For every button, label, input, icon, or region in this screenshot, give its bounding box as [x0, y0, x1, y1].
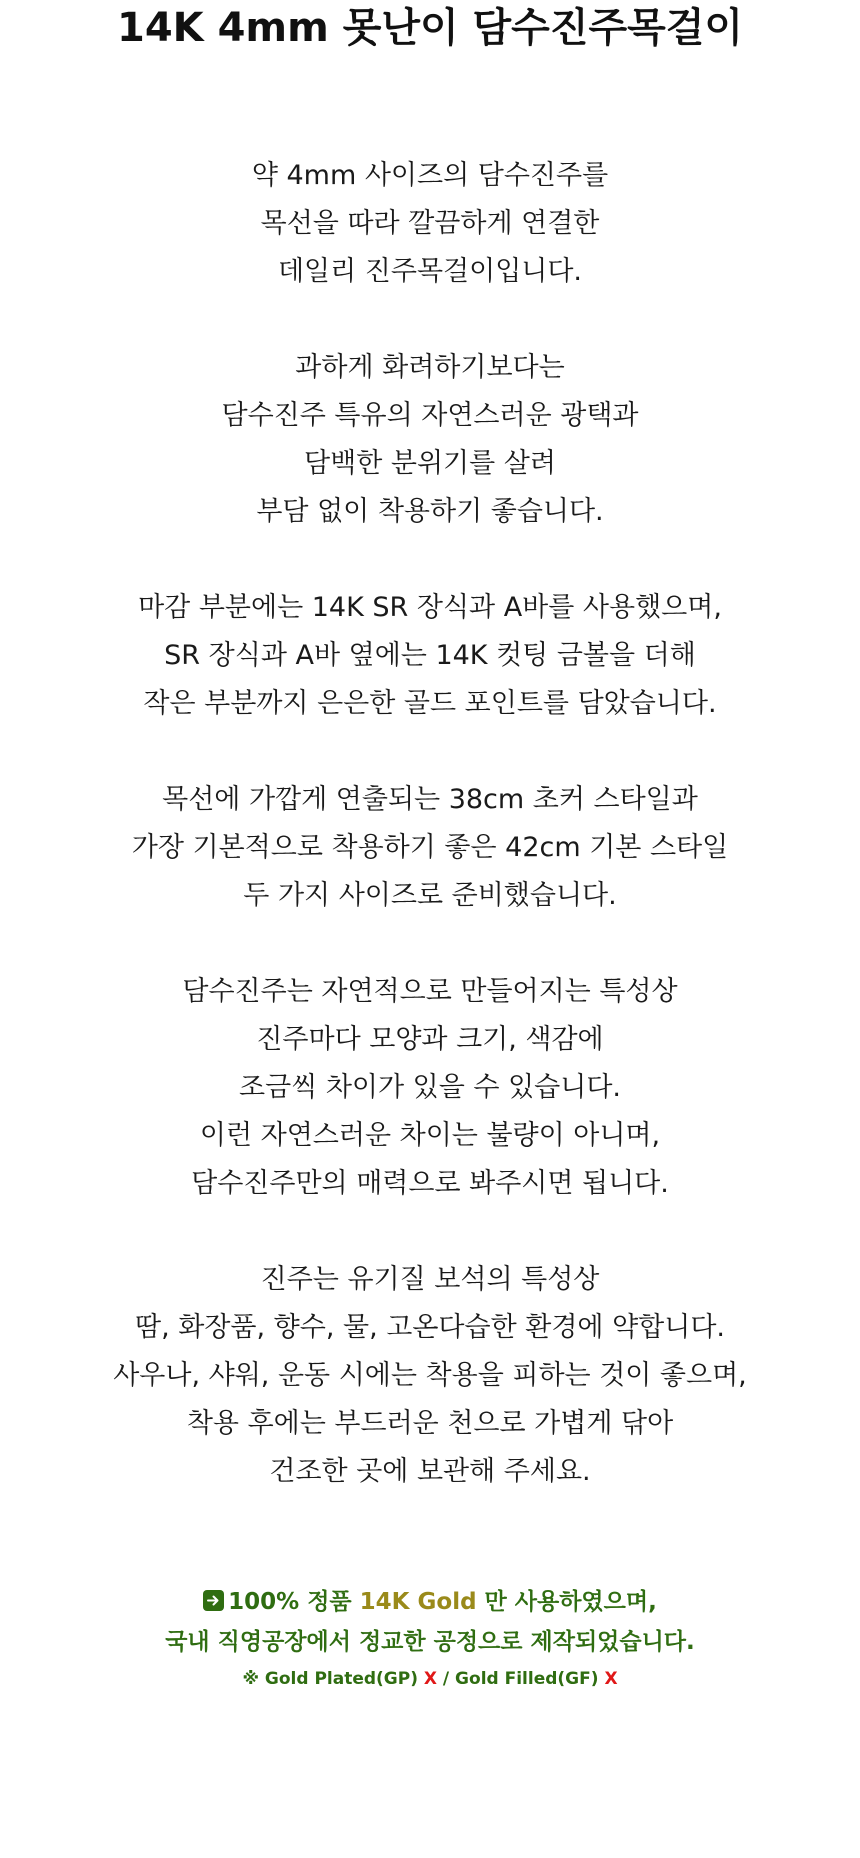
description-line: 두 가지 사이즈로 준비했습니다. [243, 880, 617, 911]
description-line: 조금씩 차이가 있을 수 있습니다. [239, 1072, 621, 1103]
description-line: 과하게 화려하기보다는 [295, 352, 565, 383]
description-line: 이런 자연스러운 차이는 불량이 아니며, [199, 1120, 661, 1151]
notice-line-2: 국내 직영공장에서 정교한 공정으로 제작되었습니다. [165, 1629, 695, 1655]
description-line: 목선에 가깝게 연출되는 38cm 초커 스타일과 [162, 784, 698, 815]
page-title: 14K 4mm 못난이 담수진주목걸이 [116, 5, 744, 51]
notice-line-1 [0, 1582, 860, 1622]
description-paragraph [0, 776, 860, 920]
description-line: 목선을 따라 깔끔하게 연결한 [260, 208, 600, 239]
description-line: 약 4mm 사이즈의 담수진주를 [251, 160, 609, 191]
description-line: SR 장식과 A바 옆에는 14K 컷팅 금볼을 더해 [164, 640, 696, 671]
description-line: 마감 부분에는 14K SR 장식과 A바를 사용했으며, [138, 592, 722, 623]
authenticity-notice [0, 1582, 860, 1694]
description-paragraph [0, 1256, 860, 1496]
description-line: 데일리 진주목걸이입니다. [277, 256, 583, 287]
notice-gf-label: / Gold Filled(GF) [437, 1669, 605, 1689]
description-line: 착용 후에는 부드러운 천으로 가볍게 닦아 [186, 1408, 674, 1439]
description-line: 담수진주 특유의 자연스러운 광택과 [221, 400, 639, 431]
product-description [0, 152, 860, 1544]
notice-gp-label: ※ Gold Plated(GP) [242, 1669, 424, 1689]
notice-gold-text: 14K Gold [359, 1589, 477, 1615]
description-paragraph [0, 968, 860, 1208]
description-line: 건조한 곳에 보관해 주세요. [269, 1456, 591, 1487]
description-line: 땀, 화장품, 향수, 물, 고온다습한 환경에 약합니다. [135, 1312, 725, 1343]
notice-line-1-suffix: 만 사용하였으며, [476, 1589, 657, 1615]
right-arrow-box-icon [203, 1590, 224, 1611]
description-line: 진주마다 모양과 크기, 색감에 [256, 1024, 604, 1055]
description-line: 진주는 유기질 보석의 특성상 [260, 1264, 600, 1295]
description-line: 작은 부분까지 은은한 골드 포인트를 담았습니다. [143, 688, 717, 719]
description-line: 부담 없이 착용하기 좋습니다. [256, 496, 604, 527]
description-line: 사우나, 샤워, 운동 시에는 착용을 피하는 것이 좋으며, [113, 1360, 747, 1391]
description-paragraph [0, 152, 860, 296]
description-line: 가장 기본적으로 착용하기 좋은 42cm 기본 스타일 [131, 832, 729, 863]
notice-line-1-prefix: 100% 정품 [228, 1589, 360, 1615]
notice-gf-x: X [604, 1669, 618, 1689]
description-line: 담수진주는 자연적으로 만들어지는 특성상 [182, 976, 678, 1007]
description-line: 담수진주만의 매력으로 봐주시면 됩니다. [191, 1168, 669, 1199]
description-line: 담백한 분위기를 살려 [304, 448, 556, 479]
description-paragraph [0, 344, 860, 536]
notice-line-3 [0, 1664, 860, 1694]
description-paragraph [0, 584, 860, 728]
notice-gp-x: X [423, 1669, 438, 1689]
